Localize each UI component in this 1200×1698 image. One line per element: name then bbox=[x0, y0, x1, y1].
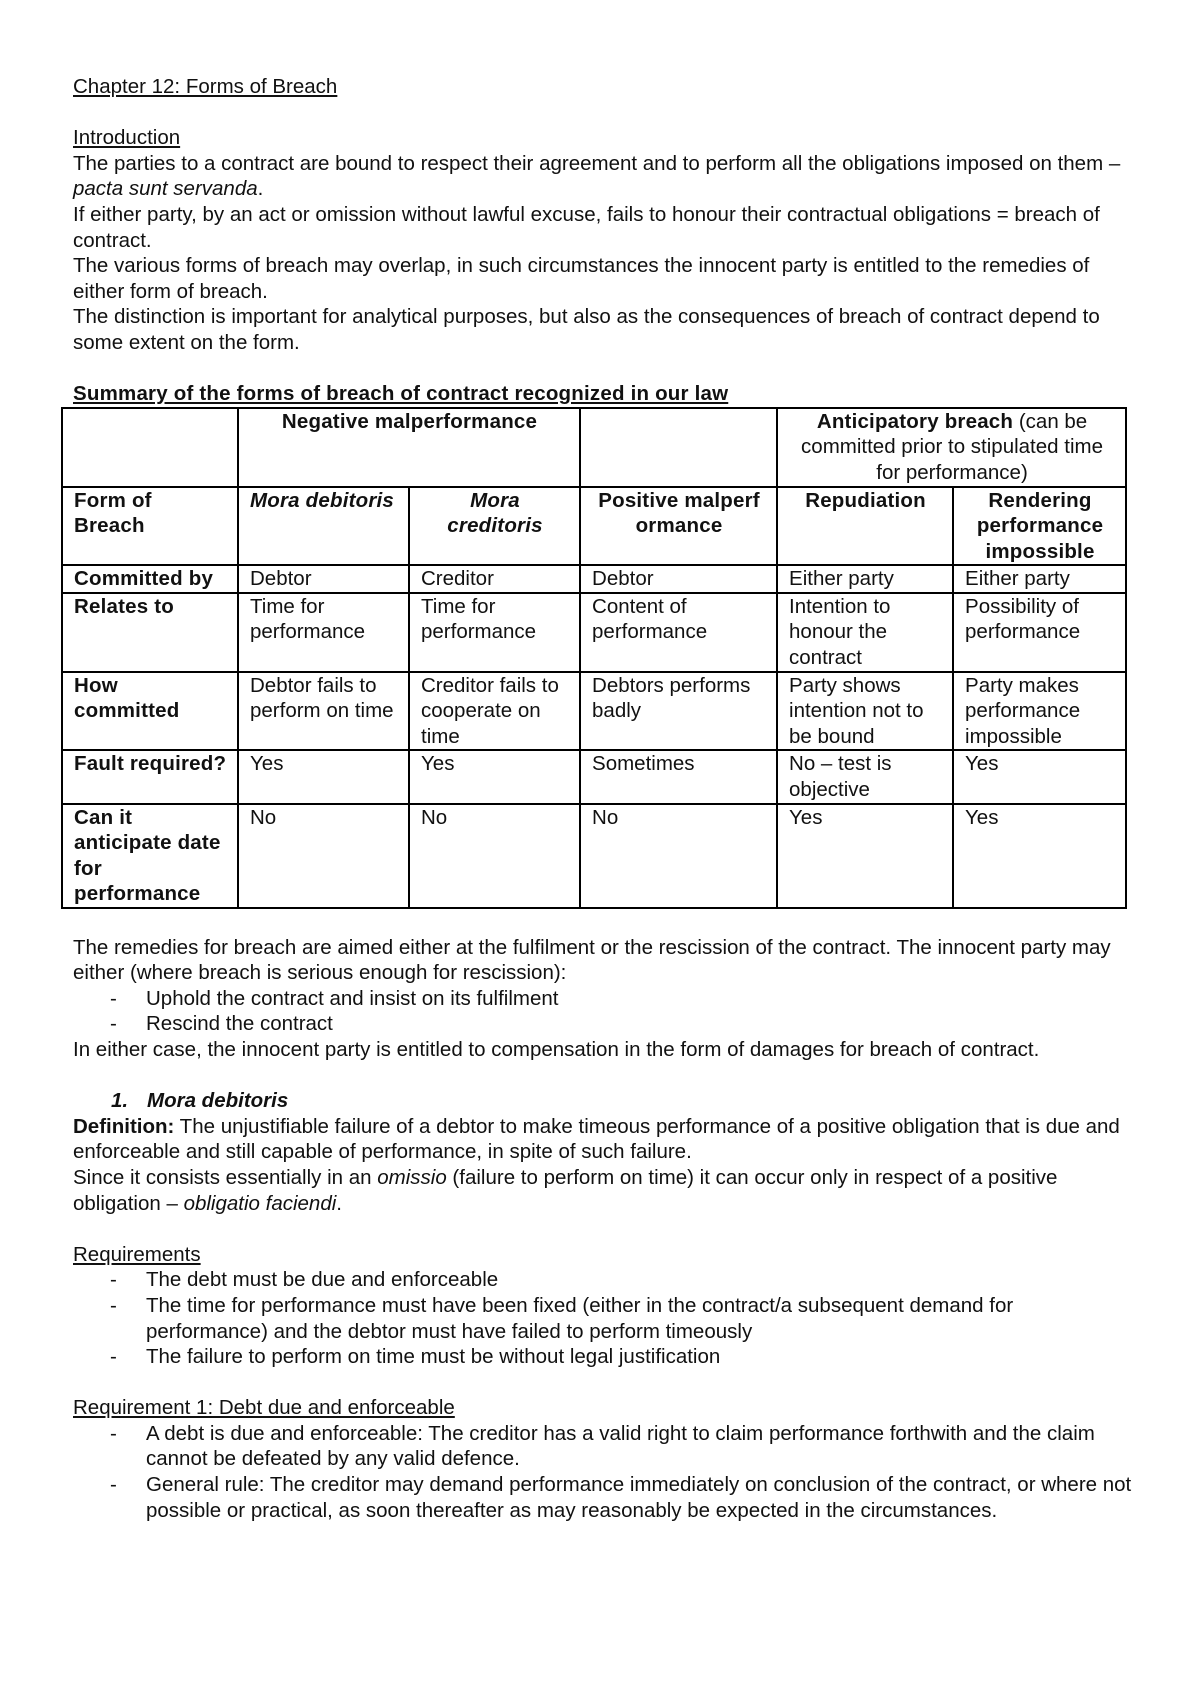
intro-heading: Introduction bbox=[73, 126, 181, 150]
row-label: Fault required? bbox=[62, 750, 238, 803]
empty-header-cell bbox=[580, 408, 777, 487]
chapter-title: Chapter 12: Forms of Breach bbox=[73, 75, 338, 98]
requirement-1-heading: Requirement 1: Debt due and enforceable bbox=[73, 1396, 455, 1420]
table-cell: Time for performance bbox=[409, 593, 580, 672]
summary-heading: Summary of the forms of breach of contract recognized in our law bbox=[73, 382, 729, 406]
table-cell: Possibility of performance bbox=[953, 593, 1126, 672]
table-row bbox=[62, 593, 1126, 672]
definition-paragraph: Definition: The unjustifiable failure of a debtor to make timeous performance of a positive obligation that is due and enforceable and still capable of performance, in spite of such failure. bbox=[73, 1114, 1120, 1164]
table-cell: Yes bbox=[238, 750, 409, 803]
intro-paragraph-4: The distinction is important for analytical purposes, but also as the consequences of breach of contract depend to some extent on the form. bbox=[73, 305, 1100, 354]
dash-bullet: - bbox=[110, 1012, 117, 1036]
remedies-conclusion: In either case, the innocent party is entitled to compensation in the form of damages for breach of contract. bbox=[73, 1037, 1040, 1061]
intro-paragraph-3: The various forms of breach may overlap, in such circumstances the innocent party is entitled to the remedies of either form of breach. bbox=[73, 254, 1090, 303]
dash-bullet: - bbox=[110, 1473, 117, 1497]
list-item: - The time for performance must have been fixed (either in the contract/a subsequent demand for performance) and the debtor must have failed to perform timeously bbox=[110, 1293, 1014, 1343]
dash-bullet: - bbox=[110, 1345, 117, 1369]
table-row bbox=[62, 804, 1126, 908]
table-row bbox=[62, 672, 1126, 751]
table-cell: Debtor fails to perform on time bbox=[238, 672, 409, 751]
table-cell: Yes bbox=[953, 750, 1126, 803]
requirements-list bbox=[73, 1267, 1133, 1369]
list-item: - The failure to perform on time must be without legal justification bbox=[110, 1345, 721, 1369]
column-mora-creditoris: Mora creditoris bbox=[409, 487, 580, 566]
table-cell: Debtors performs badly bbox=[580, 672, 777, 751]
table-cell: Creditor bbox=[409, 565, 580, 593]
table-cell: Either party bbox=[777, 565, 953, 593]
table-cell: No bbox=[238, 804, 409, 908]
list-item: - The debt must be due and enforceable bbox=[110, 1268, 499, 1292]
anticipatory-breach-header: Anticipatory breach (can be committed prior to stipulated time for performance) bbox=[777, 408, 1126, 487]
table-cell: Yes bbox=[953, 804, 1126, 908]
dash-bullet: - bbox=[110, 986, 117, 1010]
table-cell: Intention to honour the contract bbox=[777, 593, 953, 672]
table-cell: Yes bbox=[409, 750, 580, 803]
row-label: Committed by bbox=[62, 565, 238, 593]
table-cell: Yes bbox=[777, 804, 953, 908]
omissio-paragraph: Since it consists essentially in an omissio (failure to perform on time) it can occur only in respect of a positive obligation – obligatio faciendi. bbox=[73, 1165, 1058, 1215]
table-cell: No – test is objective bbox=[777, 750, 953, 803]
row-label: Can it anticipate date for performance bbox=[62, 804, 238, 908]
column-mora-debitoris: Mora debitoris bbox=[238, 487, 409, 566]
breach-summary-table bbox=[61, 407, 1127, 909]
table-cell: Party shows intention not to be bound bbox=[777, 672, 953, 751]
remedies-list bbox=[73, 986, 1133, 1037]
table-cell: Party makes performance impossible bbox=[953, 672, 1126, 751]
table-cell: Debtor bbox=[238, 565, 409, 593]
table-cell: Content of performance bbox=[580, 593, 777, 672]
table-cell: No bbox=[580, 804, 777, 908]
table-cell: Either party bbox=[953, 565, 1126, 593]
table-form-row bbox=[62, 487, 1126, 566]
page-content bbox=[73, 74, 1133, 1523]
column-rendering-impossible: Rendering performance impossible bbox=[953, 487, 1126, 566]
remedies-paragraph: The remedies for breach are aimed either at the fulfilment or the rescission of the contract. The innocent party may either (where breach is serious enough for rescission): bbox=[73, 935, 1111, 985]
dash-bullet: - bbox=[110, 1421, 117, 1445]
row-label: Relates to bbox=[62, 593, 238, 672]
table-cell: Time for performance bbox=[238, 593, 409, 672]
table-cell: Sometimes bbox=[580, 750, 777, 803]
list-item: - General rule: The creditor may demand performance immediately on conclusion of the contract, or where not possible or practical, as soon thereafter as may reasonably be expected in the circumstances. bbox=[110, 1473, 1132, 1522]
requirements-heading: Requirements bbox=[73, 1242, 201, 1266]
table-cell: Creditor fails to cooperate on time bbox=[409, 672, 580, 751]
table-row bbox=[62, 565, 1126, 593]
list-item: - Rescind the contract bbox=[110, 1012, 333, 1036]
table-header-row bbox=[62, 408, 1126, 487]
dash-bullet: - bbox=[110, 1268, 117, 1292]
negative-malperformance-header: Negative malperformance bbox=[238, 408, 580, 487]
intro-paragraph-1: The parties to a contract are bound to respect their agreement and to perform all the obligations imposed on them – pacta sunt servanda. bbox=[73, 151, 1121, 201]
table-row bbox=[62, 750, 1126, 803]
form-of-breach-label: Form of Breach bbox=[62, 487, 238, 566]
requirement-1-list bbox=[73, 1421, 1133, 1523]
table-cell: No bbox=[409, 804, 580, 908]
section-heading-mora-debitoris: 1. Mora debitoris bbox=[111, 1089, 289, 1113]
column-repudiation: Repudiation bbox=[777, 487, 953, 566]
column-positive-malperformance: Positive malperformance bbox=[580, 487, 777, 566]
table-corner-cell bbox=[62, 408, 238, 487]
dash-bullet: - bbox=[110, 1293, 117, 1317]
table-cell: Debtor bbox=[580, 565, 777, 593]
intro-paragraph-2: If either party, by an act or omission without lawful excuse, fails to honour their contractual obligations = breach of contract. bbox=[73, 202, 1100, 252]
list-item: - Uphold the contract and insist on its fulfilment bbox=[110, 986, 559, 1010]
list-item: - A debt is due and enforceable: The creditor has a valid right to claim performance forthwith and the claim cannot be defeated by any valid defence. bbox=[110, 1421, 1095, 1471]
row-label: How committed bbox=[62, 672, 238, 751]
